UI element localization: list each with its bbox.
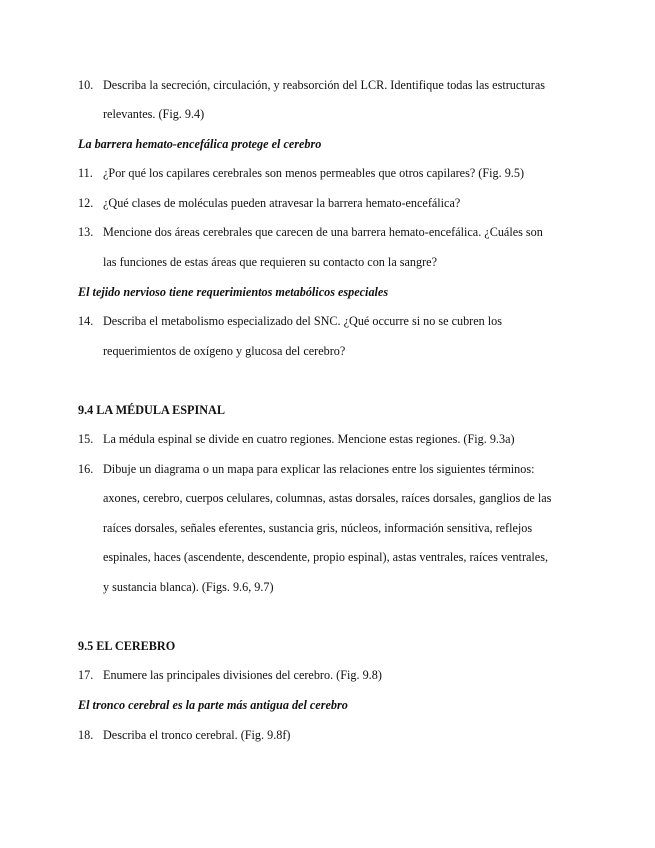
- item-number: 13.: [78, 225, 94, 239]
- item-text: Mencione dos áreas cerebrales que carecen de una barrera hemato-encefálica. ¿Cuáles son: [103, 225, 543, 239]
- item-number: 12.: [78, 196, 94, 210]
- section-heading: 9.4 LA MÉDULA ESPINAL: [78, 403, 225, 417]
- item-text: espinales, haces (ascendente, descendente, propio espinal), astas ventrales, raíces ventrales,: [103, 550, 548, 564]
- item-text: ¿Qué clases de moléculas pueden atravesar la barrera hemato-encefálica?: [103, 196, 461, 210]
- item-number: 15.: [78, 432, 94, 446]
- item-number: 17.: [78, 668, 94, 682]
- item-text: Enumere las principales divisiones del cerebro. (Fig. 9.8): [103, 668, 382, 682]
- item-text: Describa el tronco cerebral. (Fig. 9.8f): [103, 728, 291, 742]
- item-text: Dibuje un diagrama o un mapa para explicar las relaciones entre los siguientes términos:: [103, 462, 535, 476]
- item-number: 18.: [78, 728, 94, 742]
- item-text: Describa la secreción, circulación, y reabsorción del LCR. Identifique todas las estructuras: [103, 78, 545, 92]
- subheading: La barrera hemato-encefálica protege el cerebro: [78, 137, 322, 151]
- item-text: las funciones de estas áreas que requieren su contacto con la sangre?: [103, 255, 437, 269]
- item-number: 10.: [78, 78, 94, 92]
- item-text: relevantes. (Fig. 9.4): [103, 107, 205, 121]
- item-number: 11.: [78, 166, 93, 180]
- subheading: El tejido nervioso tiene requerimientos metabólicos especiales: [78, 285, 389, 299]
- item-text: requerimientos de oxígeno y glucosa del cerebro?: [103, 344, 346, 358]
- item-text: Describa el metabolismo especializado del SNC. ¿Qué occurre si no se cubren los: [103, 314, 503, 328]
- item-text: ¿Por qué los capilares cerebrales son menos permeables que otros capilares? (Fig. 9.5): [103, 166, 524, 180]
- item-text: raíces dorsales, señales eferentes, sustancia gris, núcleos, información sensitiva, reflejos: [103, 521, 533, 535]
- item-number: 14.: [78, 314, 94, 328]
- item-text: y sustancia blanca). (Figs. 9.6, 9.7): [103, 580, 274, 594]
- item-text: axones, cerebro, cuerpos celulares, columnas, astas dorsales, raíces dorsales, ganglios de las: [103, 491, 552, 505]
- subheading: El tronco cerebral es la parte más antigua del cerebro: [78, 698, 348, 712]
- section-heading: 9.5 EL CEREBRO: [78, 639, 176, 653]
- item-number: 16.: [78, 462, 94, 476]
- item-text: La médula espinal se divide en cuatro regiones. Mencione estas regiones. (Fig. 9.3a): [103, 432, 515, 446]
